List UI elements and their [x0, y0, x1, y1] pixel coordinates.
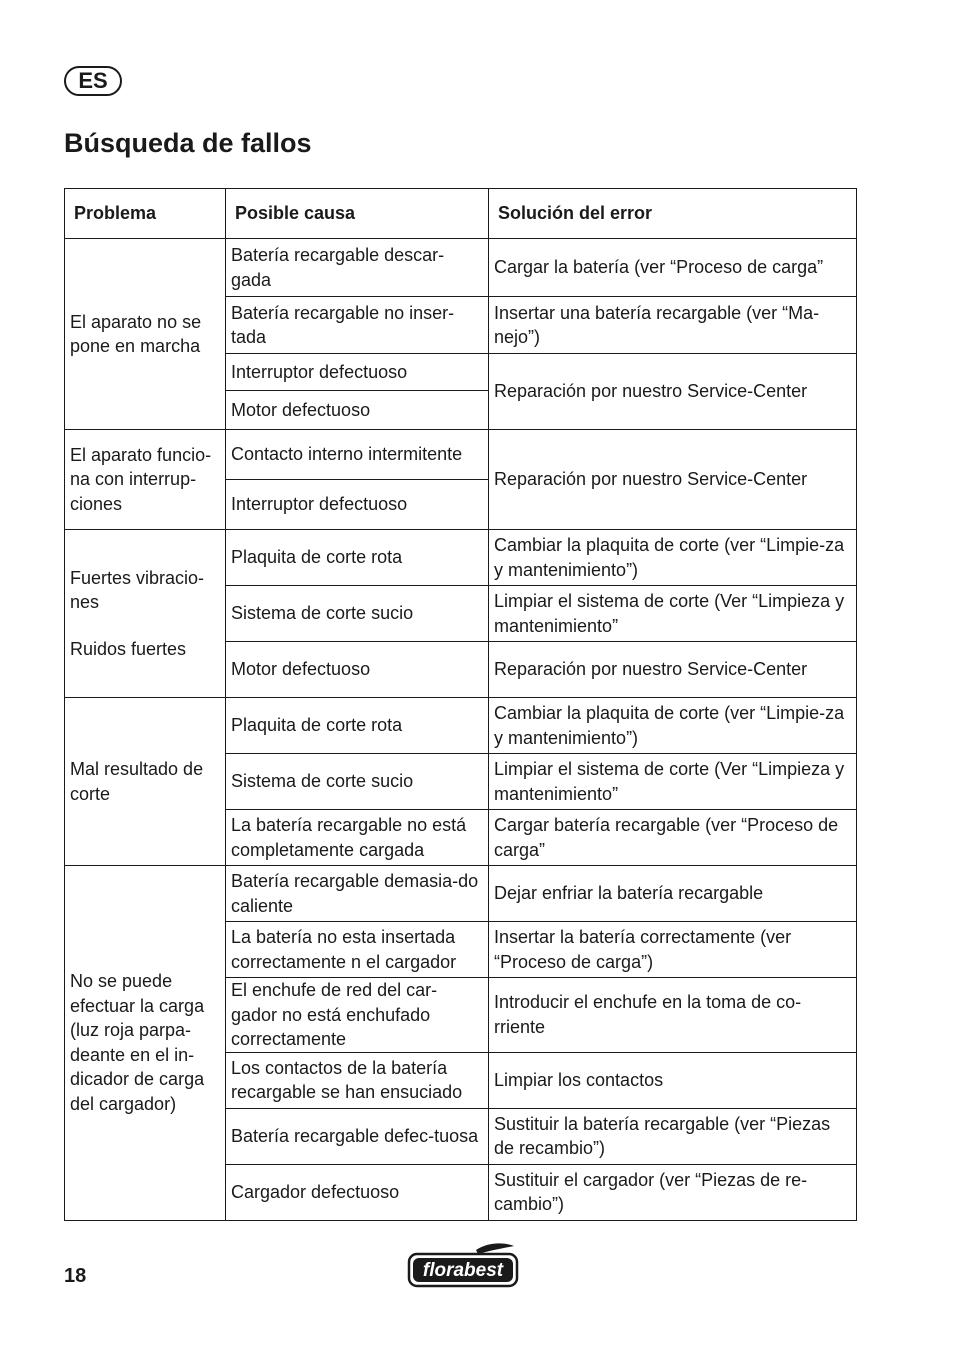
troubleshooting-table [64, 188, 857, 1221]
cause-cell: Plaquita de corte rota [226, 530, 489, 586]
problem-cell: No se puede efectuar la carga (luz roja parpa-deante en el in-dicador de carga del cargador) [65, 866, 226, 1221]
cause-cell: La batería no esta insertada correctamente n el cargador [226, 922, 489, 978]
solution-cell: Cambiar la plaquita de corte (ver “Limpie-za y mantenimiento”) [489, 530, 857, 586]
logo-wordmark: florabest [422, 1260, 504, 1281]
solution-cell: Sustituir la batería recargable (ver “Piezas de recambio”) [489, 1108, 857, 1164]
header-solution: Solución del error [489, 189, 857, 239]
table-row [65, 530, 857, 586]
cause-cell: La batería recargable no está completamente cargada [226, 810, 489, 866]
solution-cell: Reparación por nuestro Service-Center [489, 430, 857, 530]
solution-cell: Insertar la batería correctamente (ver “Proceso de carga”) [489, 922, 857, 978]
problem-text-extra: Ruidos fuertes [70, 638, 187, 659]
table-row [65, 866, 857, 922]
cause-cell: Interruptor defectuoso [226, 480, 489, 530]
table-row [65, 430, 857, 480]
header-cause: Posible causa [226, 189, 489, 239]
page-number: 18 [64, 1265, 87, 1287]
solution-cell: Limpiar el sistema de corte (Ver “Limpieza y mantenimiento” [489, 754, 857, 810]
table-row [65, 698, 857, 754]
solution-cell: Cargar batería recargable (ver “Proceso de carga” [489, 810, 857, 866]
problem-cell [65, 530, 226, 698]
solution-cell: Insertar una batería recargable (ver “Ma-nejo”) [489, 297, 857, 354]
table-header-row [65, 189, 857, 239]
solution-cell: Reparación por nuestro Service-Center [489, 354, 857, 430]
cause-cell: Motor defectuoso [226, 642, 489, 698]
table-row [65, 239, 857, 297]
cause-cell: Batería recargable defec-tuosa [226, 1108, 489, 1164]
cause-cell: Batería recargable demasia-do caliente [226, 866, 489, 922]
problem-cell: El aparato funcio-na con interrup-ciones [65, 430, 226, 530]
cause-cell: Cargador defectuoso [226, 1164, 489, 1220]
solution-cell: Cargar la batería (ver “Proceso de carga” [489, 239, 857, 297]
header-problem: Problema [65, 189, 226, 239]
leaf-icon [476, 1243, 514, 1254]
solution-cell: Limpiar el sistema de corte (Ver “Limpieza y mantenimiento” [489, 586, 857, 642]
problem-cell: Mal resultado de corte [65, 698, 226, 866]
cause-cell: Plaquita de corte rota [226, 698, 489, 754]
cause-cell: Motor defectuoso [226, 391, 489, 430]
cause-cell: El enchufe de red del car-gador no está enchufado correctamente [226, 978, 489, 1053]
cause-cell: Interruptor defectuoso [226, 354, 489, 391]
solution-cell: Cambiar la plaquita de corte (ver “Limpie-za y mantenimiento”) [489, 698, 857, 754]
solution-cell: Sustituir el cargador (ver “Piezas de re-cambio”) [489, 1164, 857, 1220]
problem-cell: El aparato no se pone en marcha [65, 239, 226, 430]
cause-cell: Batería recargable descar-gada [226, 239, 489, 297]
solution-cell: Limpiar los contactos [489, 1052, 857, 1108]
language-badge-label: ES [78, 68, 108, 93]
solution-cell: Introducir el enchufe en la toma de co-rriente [489, 978, 857, 1053]
cause-cell: Los contactos de la batería recargable se han ensuciado [226, 1052, 489, 1108]
florabest-logo [406, 1242, 520, 1290]
cause-cell: Sistema de corte sucio [226, 586, 489, 642]
problem-text: Fuertes vibracio-nes [70, 567, 205, 613]
page-title: Búsqueda de fallos [64, 128, 312, 158]
solution-cell: Dejar enfriar la batería recargable [489, 866, 857, 922]
cause-cell: Sistema de corte sucio [226, 754, 489, 810]
cause-cell: Contacto interno intermitente [226, 430, 489, 480]
solution-cell: Reparación por nuestro Service-Center [489, 642, 857, 698]
cause-cell: Batería recargable no inser-tada [226, 297, 489, 354]
language-badge [64, 66, 122, 96]
